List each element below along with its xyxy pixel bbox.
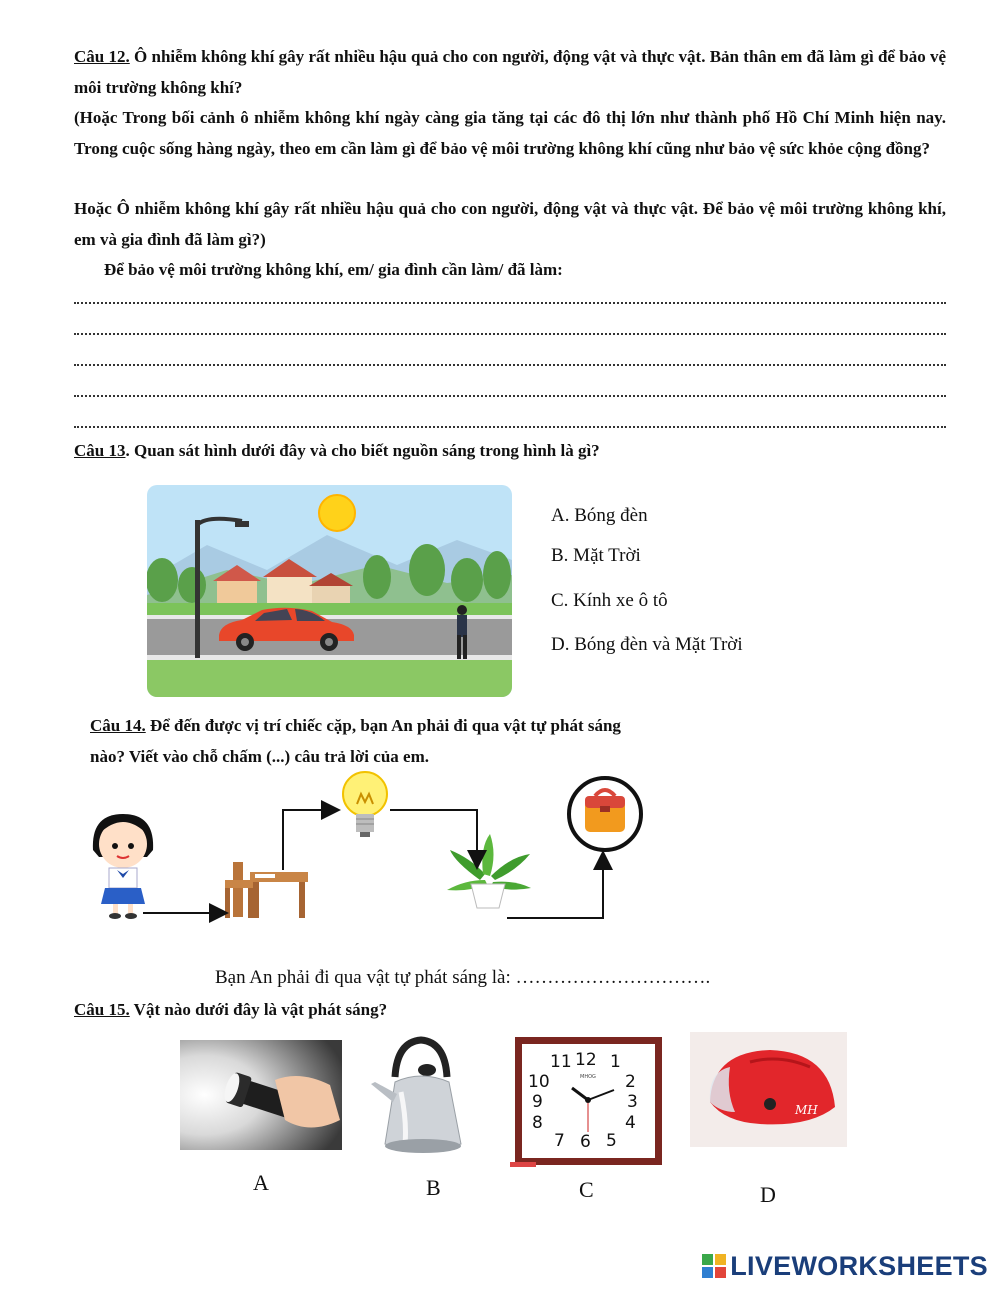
q12-alt-block (74, 103, 946, 164)
clock-numeral-8: 8 (532, 1113, 543, 1133)
liveworksheets-mark-icon (702, 1254, 726, 1278)
path-diagram (85, 762, 665, 932)
potted-plant (447, 834, 531, 908)
clock-numeral-4: 4 (625, 1113, 636, 1133)
q12-text2: (Hoặc Trong bối cảnh ô nhiễm không khí ngày càng gia tăng tại các đô thị lớn như thành phố Hồ Chí Minh hiện nay. Trong cuộc sống hàng ngày, theo em cần làm gì để bảo vệ môi trường không khí cũng như bảo vệ sức khỏe cộng đồng? (74, 108, 946, 158)
q15-block (74, 995, 387, 1026)
clock-numeral-6: 6 (580, 1132, 591, 1152)
answer-line-3[interactable] (74, 362, 946, 366)
clock-numeral-11: 11 (550, 1052, 572, 1072)
q12-alt2-block (74, 194, 946, 255)
q12-text1: Ô nhiễm không khí gây rất nhiều hậu quả cho con người, động vật và thực vật. Bản thân em đã làm gì để bảo vệ môi trường không khí? (74, 47, 947, 97)
desk-chair (225, 862, 308, 918)
clock-numeral-12: 12 (575, 1050, 597, 1070)
q15-label-d[interactable]: D (760, 1182, 776, 1207)
clock-numeral-5: 5 (606, 1131, 617, 1151)
clock-image (510, 1032, 667, 1170)
q15-text: Vật nào dưới đây là vật phát sáng? (129, 1000, 388, 1019)
answer-line-4[interactable] (74, 393, 946, 397)
q13-option-a[interactable]: A. Bóng đèn (551, 505, 648, 526)
q13-option-b[interactable]: B. Mặt Trời (551, 545, 641, 566)
kettle-image (365, 1032, 477, 1164)
q12-text3: Hoặc Ô nhiễm không khí gây rất nhiều hậu quả cho con người, động vật và thực vật. Để bảo vệ môi trường không khí, em và gia đình đã làm gì?) (74, 199, 946, 249)
q15-label-b[interactable]: B (426, 1175, 441, 1200)
q15-label-c[interactable]: C (579, 1177, 594, 1202)
clock-numeral-9: 9 (532, 1092, 543, 1112)
answer-line-2[interactable] (74, 331, 946, 335)
schoolbag (569, 778, 641, 850)
q13-text: . Quan sát hình dưới đây và cho biết nguồn sáng trong hình là gì? (125, 441, 600, 460)
liveworksheets-logo (702, 1251, 988, 1282)
girl-an (93, 814, 153, 919)
clock-numeral-2: 2 (625, 1072, 636, 1092)
q12-prompt: Để bảo vệ môi trường không khí, em/ gia đình cần làm/ đã làm: (104, 260, 563, 279)
clock-numeral-3: 3 (627, 1092, 638, 1112)
q12-number: Câu 12. (74, 47, 130, 66)
q14-text: Để đến được vị trí chiếc cặp, bạn An phải đi qua vật tự phát sáng nào? Viết vào chỗ chấm (...) câu trả lời của em. (90, 716, 621, 766)
flashlight-image (180, 1040, 342, 1150)
answer-line-5[interactable] (74, 424, 946, 428)
clock-numeral-10: 10 (528, 1072, 550, 1092)
q14-answer-line[interactable]: Bạn An phải đi qua vật tự phát sáng là: …………………………. (215, 967, 711, 988)
q13-option-d[interactable]: D. Bóng đèn và Mặt Trời (551, 634, 743, 655)
street-scene-image (147, 485, 512, 697)
helmet-image (690, 1032, 847, 1147)
q13-block (74, 436, 600, 467)
logo-text: LIVEWORKSHEETS (730, 1251, 988, 1281)
q13-number: Câu 13 (74, 441, 126, 460)
q12-block (74, 42, 946, 103)
clock-brand: MHOG (580, 1074, 596, 1080)
q14-number: Câu 14. (90, 716, 146, 735)
q15-number: Câu 15. (74, 1000, 130, 1019)
helmet-logo: MH (795, 1103, 818, 1117)
sun (319, 495, 355, 531)
q15-label-a[interactable]: A (253, 1170, 269, 1195)
clock-numeral-7: 7 (554, 1131, 565, 1151)
clock-numeral-1: 1 (610, 1052, 621, 1072)
light-bulb (343, 772, 387, 837)
q13-option-c[interactable]: C. Kính xe ô tô (551, 590, 668, 611)
answer-line-1[interactable] (74, 300, 946, 304)
